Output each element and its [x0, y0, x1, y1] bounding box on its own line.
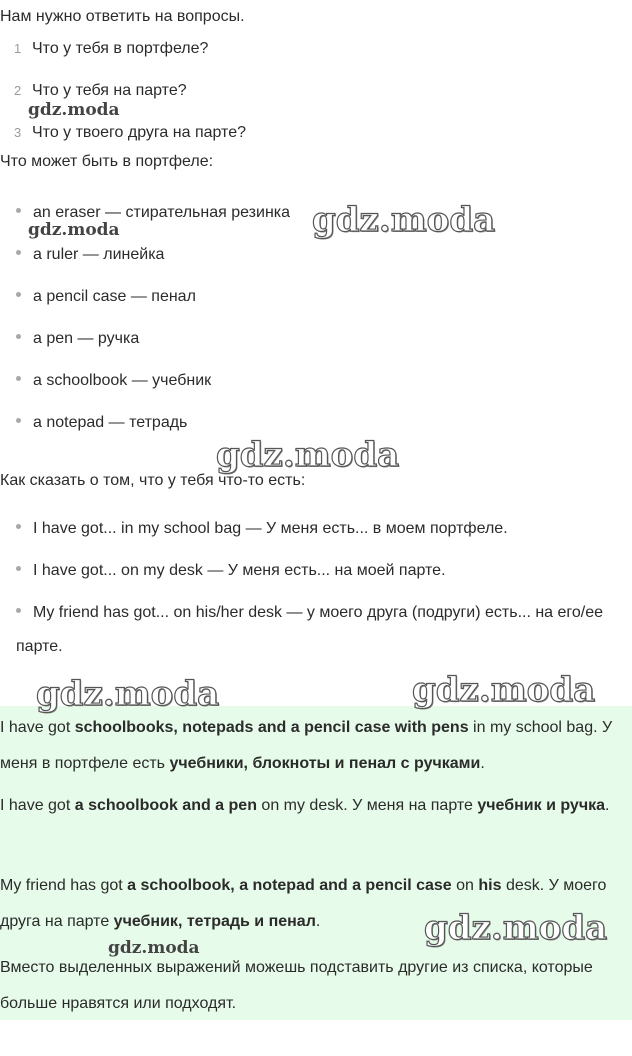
- question-item: [14, 40, 208, 58]
- bullet-icon: [16, 566, 21, 571]
- vocab-item: a pencil case — пенал: [16, 288, 196, 306]
- bullet-icon: [16, 418, 21, 423]
- question-item: [14, 124, 246, 142]
- watermark-logo: gdz.moda: [412, 670, 596, 710]
- bullet-icon: [16, 334, 21, 339]
- answer-box: [0, 706, 632, 1020]
- vocab-item: a schoolbook — учебник: [16, 372, 211, 390]
- answer-paragraph-4: Вместо выделенных выражений можешь подставить другие из списка, которые больше нравятся или подходят.: [0, 959, 593, 1012]
- intro-text: Нам нужно ответить на вопросы.: [0, 8, 245, 25]
- question-text: Что у тебя в портфеле?: [32, 40, 209, 57]
- section-title-bag: Что может быть в портфеле:: [0, 153, 214, 170]
- vocab-item: a pen — ручка: [16, 330, 139, 348]
- watermark-logo: gdz.moda: [312, 200, 496, 240]
- question-number: 2: [14, 83, 22, 98]
- bullet-icon: [16, 292, 21, 297]
- vocab-item: a ruler — линейка: [16, 246, 164, 264]
- bullet-icon: [16, 524, 21, 529]
- watermark-logo: gdz.moda: [36, 674, 220, 714]
- section-title-phrases: Как сказать о том, что у тебя что-то есть:: [0, 472, 306, 489]
- question-text: Что у твоего друга на парте?: [32, 124, 246, 141]
- phrase-item: My friend has got... on his/her desk — у моего друга (подруги) есть... на его/ее парте.: [16, 604, 604, 655]
- bullet-icon: [16, 208, 21, 213]
- question-text: Что у тебя на парте?: [32, 82, 187, 99]
- vocab-item: a notepad — тетрадь: [16, 414, 187, 432]
- answer-paragraph-3: My friend has got a schoolbook, a notepad and a pencil case on his desk. У моего друга на парте учебник, тетрадь и пенал.: [0, 877, 607, 930]
- answer-paragraph-2: I have got a schoolbook and a pen on my desk. У меня на парте учебник и ручка.: [0, 797, 610, 814]
- watermark-logo: gdz.moda: [28, 220, 120, 240]
- watermark-logo: gdz.moda: [424, 908, 608, 948]
- watermark-logo: gdz.moda: [216, 435, 400, 475]
- bullet-icon: [16, 250, 21, 255]
- phrase-item: I have got... on my desk — У меня есть... на моей парте.: [16, 562, 446, 580]
- bullet-icon: [16, 376, 21, 381]
- answer-paragraph-1: I have got schoolbooks, notepads and a pencil case with pens in my school bag. У меня в портфеле есть учебники, блокноты и пенал с ручками.: [0, 719, 613, 772]
- watermark-logo: gdz.moda: [28, 100, 120, 120]
- watermark-logo: gdz.moda: [108, 938, 200, 958]
- vocab-item: an eraser — стирательная резинка: [16, 204, 290, 222]
- question-number: 3: [14, 125, 22, 140]
- question-item: [14, 82, 187, 100]
- bullet-icon: [16, 608, 21, 613]
- question-number: 1: [14, 41, 22, 56]
- phrase-item: I have got... in my school bag — У меня есть... в моем портфеле.: [16, 520, 508, 538]
